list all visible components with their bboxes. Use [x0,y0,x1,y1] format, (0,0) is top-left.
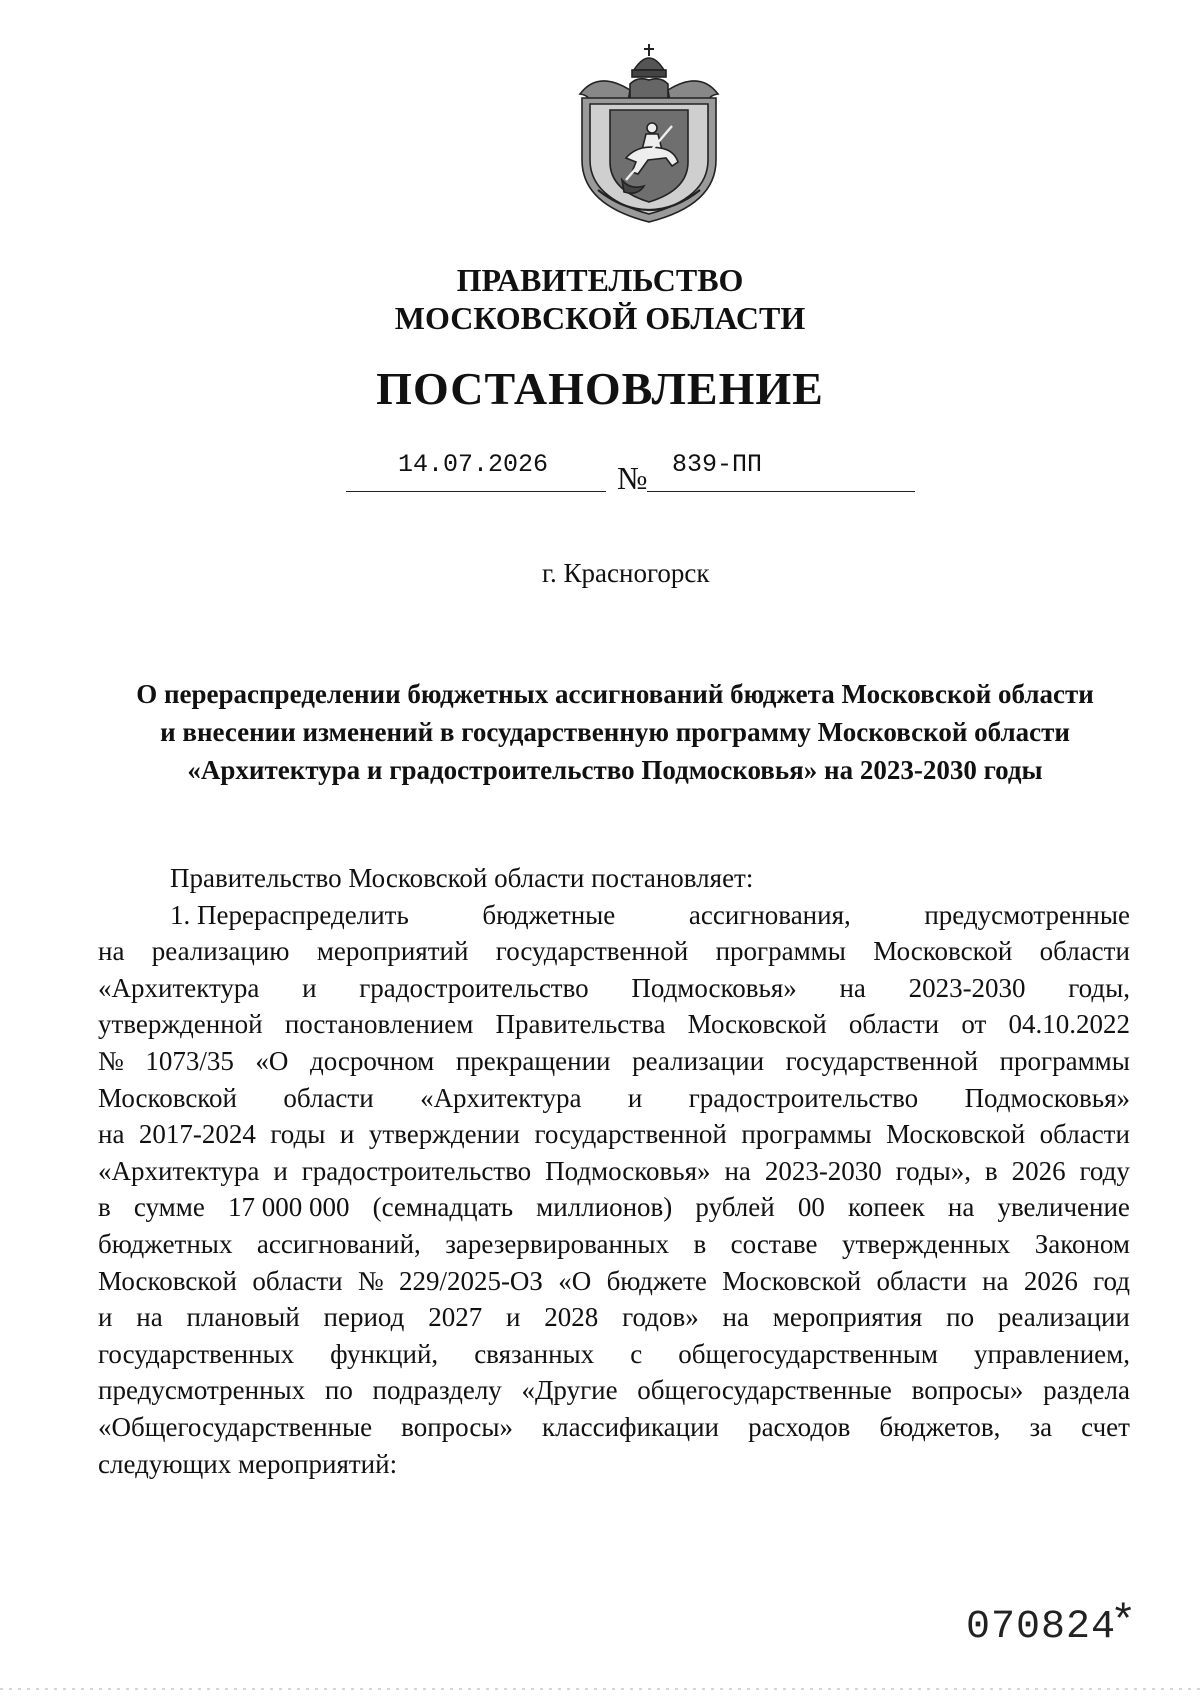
body-word: увеличение [997,1192,1130,1223]
body-word: Московской [873,936,1013,967]
body-word: 2017-2024 [138,1119,256,1150]
document-number: 839-ПП [672,450,763,479]
body-word: государственных [98,1338,295,1369]
body-word: расходов [748,1411,851,1442]
document-body [98,860,1130,1482]
body-word: рублей [695,1192,775,1223]
body-word: области [252,1265,343,1296]
body-line [98,1226,1130,1263]
body-word: «Архитектура [98,1155,260,1186]
body-word: 00 [797,1192,825,1223]
body-word: Московской [886,1119,1026,1150]
body-word: и [339,1119,355,1150]
subject-line: и внесении изменений в государственную программу Московской области [160,717,1070,747]
body-word: сумме [133,1192,205,1223]
body-word: бюджетов, [879,1411,1001,1442]
document-type-title: ПОСТАНОВЛЕНИЕ [376,363,824,414]
body-word: на [947,1192,975,1223]
body-word: 229/2025-ОЗ [398,1265,543,1296]
body-word: Правительства [495,1009,666,1040]
body-line [98,933,1130,970]
body-word: реализации [632,1045,765,1076]
government-title-line2: МОСКОВСКОЙ ОБЛАСТИ [394,300,806,336]
body-last-line: следующих мероприятий: [98,1448,398,1479]
body-word: счет [1081,1411,1130,1442]
body-line [98,1372,1130,1409]
body-line [98,1080,1130,1117]
body-line [98,1189,1130,1226]
date-underline [346,491,606,492]
star-mark: * [1110,1598,1137,1648]
body-word: 2028 [544,1302,599,1333]
body-word: программы [741,1119,872,1150]
body-word: общегосударственные [637,1375,892,1406]
body-word: «Архитектура [98,972,260,1003]
body-word: управлением, [973,1338,1130,1369]
body-word: и [98,1302,113,1333]
body-word: градостроительство [301,1155,532,1186]
body-word: плановый [186,1302,300,1333]
body-word: по [946,1302,975,1333]
document-subject [100,675,1130,789]
subject-line: «Архитектура и градостроительство Подмосковья» на 2023-2030 годы [187,755,1043,785]
body-intro: Правительство Московской области постановляет: [170,863,754,893]
body-word: от [961,1009,987,1040]
body-word: Московской [722,1265,862,1296]
body-paragraph [98,897,1130,1446]
body-word: по [324,1375,353,1406]
body-word: общегосударственным [678,1338,938,1369]
body-word: области [876,1265,967,1296]
body-word: 2027 [428,1302,483,1333]
subject-line: О перераспределении бюджетных ассигнований бюджета Московской области [136,679,1094,709]
body-word: утвержденных [841,1228,1011,1259]
body-word: 17 000 000 [227,1192,350,1223]
body-line [98,1299,1130,1336]
body-word: на [98,1119,125,1150]
body-word: государственной [495,936,689,967]
body-word: подразделу [372,1375,502,1406]
body-word: миллионов) [536,1192,673,1223]
body-line [98,1116,1130,1153]
body-word: Московской [687,1009,827,1040]
body-word: предусмотренные [924,899,1130,930]
scan-edge-strip [0,1688,1200,1690]
body-word: утвержденной [98,1009,263,1040]
body-word: Подмосковья» [964,1082,1130,1113]
body-line [98,1409,1130,1446]
body-word: в [984,1155,998,1186]
body-word: с [630,1338,643,1369]
body-line [98,1263,1130,1300]
body-word: 04.10.2022 [1008,1009,1130,1040]
body-word: 2026 [1023,1265,1078,1296]
city-name: г. Красногорск [542,558,710,588]
body-word: 1. Перераспределить [170,899,409,930]
body-word: в [693,1228,707,1259]
body-word: 1073/35 [145,1045,234,1076]
body-word: году [1079,1155,1130,1186]
body-word: составе [730,1228,818,1259]
body-word: прекращении [455,1045,611,1076]
body-word: вопросы» [401,1411,513,1442]
body-word: за [1029,1411,1053,1442]
body-word: годы, [1068,972,1130,1003]
body-word: Московской [98,1265,238,1296]
body-word: 2023-2030 [908,972,1026,1003]
body-word: Законом [1034,1228,1130,1259]
body-line [98,1043,1130,1080]
body-word: (семнадцать [372,1192,514,1223]
body-word: Подмосковья» [631,972,797,1003]
body-word: бюджете [606,1265,707,1296]
body-word: и [506,1302,521,1333]
body-word: утверждении [368,1119,520,1150]
body-line [98,897,1130,934]
body-word: на [724,1155,751,1186]
body-word: копеек [847,1192,925,1223]
body-word: на [982,1265,1009,1296]
body-word: функций, [330,1338,439,1369]
body-word: вопросы» [911,1375,1024,1406]
body-line [98,1006,1130,1043]
body-word: связанных [474,1338,595,1369]
body-word: 2023-2030 [764,1155,882,1186]
document-date: 14.07.2026 [398,450,549,479]
body-word: годы», [895,1155,971,1186]
body-word: раздела [1043,1375,1130,1406]
body-word: зарезервированных [445,1228,669,1259]
body-word: годов» [622,1302,699,1333]
body-word: мероприятия [772,1302,923,1333]
body-word: № [357,1265,384,1296]
government-title-line1: ПРАВИТЕЛЬСТВО [456,262,744,298]
body-word: предусмотренных [98,1375,306,1406]
body-word: градостроительство [359,972,589,1003]
serial-stamp: 070824 [966,1605,1117,1650]
body-word: Московской [98,1082,238,1113]
body-word: № [98,1045,124,1076]
body-word: «О [558,1265,592,1296]
body-word: ассигнования, [688,899,851,930]
body-word: программы [715,936,846,967]
body-word: градостроительство [688,1082,919,1113]
body-word: и [627,1082,643,1113]
body-word: государственной [785,1045,979,1076]
body-word: «Другие [521,1375,618,1406]
body-word: мероприятий [316,936,469,967]
body-word: реализации [997,1302,1130,1333]
body-word: бюджетных [98,1228,233,1259]
body-word: на [136,1302,163,1333]
body-word: и [273,1155,288,1186]
number-sign: № [617,460,648,496]
body-word: бюджетные [482,899,616,930]
body-word: «Общегосударственные [98,1411,373,1442]
body-word: и [302,972,317,1003]
body-word: постановлением [284,1009,474,1040]
coat-of-arms-emblem [568,40,730,225]
body-word: области [1039,1119,1130,1150]
body-word: год [1093,1265,1130,1296]
body-word: годы [270,1119,326,1150]
body-word: ассигнований, [256,1228,421,1259]
body-word: «О [255,1045,289,1076]
body-word: период [323,1302,405,1333]
body-word: на [722,1302,749,1333]
body-word: на [98,936,125,967]
body-word: на [839,972,866,1003]
body-word: в [98,1192,111,1223]
body-word: области [283,1082,374,1113]
body-word: области [848,1009,940,1040]
body-word: Подмосковья» [545,1155,711,1186]
body-word: программы [999,1045,1130,1076]
body-word: реализацию [151,936,290,967]
body-line [98,1336,1130,1373]
body-line [98,1153,1130,1190]
body-word: «Архитектура [420,1082,582,1113]
body-word: классификации [542,1411,720,1442]
body-word: досрочном [309,1045,435,1076]
body-word: области [1039,936,1130,967]
body-word: 2026 [1011,1155,1066,1186]
number-underline [647,491,915,492]
body-word: государственной [534,1119,727,1150]
body-line [98,970,1130,1007]
